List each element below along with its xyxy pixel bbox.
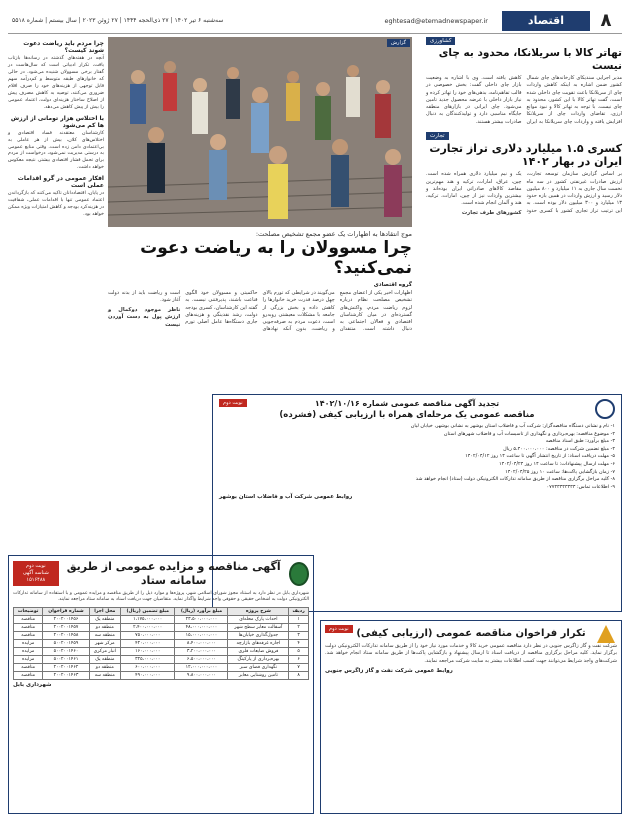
table-cell: احداث پارک محله‌ای <box>228 615 289 623</box>
table-cell: ۳،۲۰۰،۰۰۰،۰۰۰ <box>175 647 228 655</box>
ad-item: ۱- نام و نشانی دستگاه مناقصه‌گزار: شرکت آب و فاضلاب استان بوشهر به نشانی بوشهر، خیابان لیان <box>410 423 615 429</box>
top-area <box>8 37 622 385</box>
feature-subhead: ناظر موجود دوکمال و ارزش پول به دست آوردن نیست <box>108 306 181 328</box>
crowd-photo-graphic <box>108 37 412 227</box>
left-head-1: چرا مردم باید ریاضت دعوت شوند کیست؟ <box>23 40 104 54</box>
column-header: مبلغ تضمین (ریال) <box>120 607 174 615</box>
table-cell: مناقصه <box>14 623 43 631</box>
trade-body <box>426 171 622 217</box>
table-cell: ۱ <box>289 615 309 623</box>
repeat-signature: روابط عمومی شرکت نفت و گاز زاگرس جنوبی <box>325 667 453 674</box>
table-cell: ۵۰۰۲۰۰۱۴۵۹ <box>43 639 89 647</box>
ad-item: ۸- کلیه مراحل برگزاری مناقصه از طریق سامانه تدارکات الکترونیکی دولت (ستاد) انجام خواهد شد <box>415 476 615 483</box>
feature-title[interactable]: چرا مسوولان را به ریاضت دعوت نمی‌کنید؟ <box>140 238 412 278</box>
column-header: شماره فراخوان <box>43 607 89 615</box>
table-cell: ۴ <box>289 639 309 647</box>
main-feature <box>108 230 412 420</box>
table-cell: منطقه سه <box>89 671 120 679</box>
table-cell: ۲۰۰۲۰۰۱۴۵۶ <box>43 615 89 623</box>
rubric-trade: تجارت <box>426 132 449 140</box>
municipality-logo-icon <box>289 562 309 586</box>
left-head-3: افکار عمومی در گرو اقدامات عملی است <box>17 175 104 190</box>
auction-intro: شهرداری بابل در نظر دارد به استناد مجوز شورای اسلامی شهر، پروژه‌ها و موارد ذیل را از طریق مناقصه و مزایده عمومی و با استفاده از سامانه تدارکات الکترونیکی دولت به اشخاص حقیقی و حقوقی واجد شرایط واگذار نماید. متقاضیان جهت دریافت اسناد به سامانه ستاد مراجعه نمایند. <box>13 590 309 603</box>
table-cell: منطقه سه <box>89 631 120 639</box>
table-cell: منطقه یک <box>89 655 120 663</box>
table-row <box>14 631 309 639</box>
left-body-3: در پایان، اقتصاددانان تاکید می‌کنند که بازگرداندن اعتماد عمومی تنها با اقدامات عملی، شفافیت در هزینه‌کرد بودجه و کاهش امتیازات ویژه ممکن خواهد بود. <box>8 191 104 218</box>
ad-item: ۹- اطلاعات تماس: ۰۷۷۳۳۳۳۳۳۳۳ <box>546 483 615 490</box>
table-cell: ۴۲۰،۰۰۰،۰۰۰ <box>120 639 174 647</box>
table-cell: ۳۲۵،۰۰۰،۰۰۰ <box>120 655 174 663</box>
trade-headline[interactable]: کسری ۱.۵ میلیارد دلاری تراز تجارت ایران در بهار ۱۴۰۲ <box>429 141 622 169</box>
auction-ad <box>8 555 314 814</box>
table-row <box>14 615 309 623</box>
table-cell: ۲۰۰۲۰۰۱۴۶۳ <box>43 671 89 679</box>
table-cell: ۹،۸۰۰،۰۰۰،۰۰۰ <box>175 671 228 679</box>
auction-badge-round: نوبت دوم <box>26 563 46 570</box>
table-cell: ۵۰۰۲۰۰۱۴۶۱ <box>43 655 89 663</box>
column-header: توضیحات <box>14 607 43 615</box>
tea-story <box>426 37 622 126</box>
table-cell: ۲۰۰۲۰۰۱۴۵۷ <box>43 623 89 631</box>
table-header-row <box>14 607 309 615</box>
tea-headline[interactable]: تهاتر کالا با سریلانکا، محدود به چای نیست <box>438 47 622 72</box>
feature-kicker: موج انتقادها به اظهارات یک عضو مجمع تشخیص مصلحت: <box>255 230 412 238</box>
table-cell: ۷۵۰،۰۰۰،۰۰۰ <box>120 631 174 639</box>
table-cell: ۲۰۰۲۰۰۱۴۶۲ <box>43 663 89 671</box>
website-address[interactable]: eghtesad@etemadnewspaper.ir <box>384 16 488 25</box>
table-cell: ۷ <box>289 663 309 671</box>
ad-item: ۷- زمان بازگشایی پاکت‌ها: ساعت ۱۰ روز ۱۴۰۲/۰۴/۲۵ <box>505 468 615 475</box>
table-cell: انبار مرکزی <box>89 647 120 655</box>
table-cell: جدول‌گذاری خیابان‌ها <box>228 631 289 639</box>
table-cell: مزایده <box>14 639 43 647</box>
table-cell: ۴۸،۰۰۰،۰۰۰،۰۰۰ <box>175 623 228 631</box>
column-header: ردیف <box>289 607 309 615</box>
table-cell: منطقه دو <box>89 663 120 671</box>
table-cell: ۵۰۰۲۰۰۱۴۶۰ <box>43 647 89 655</box>
auction-header <box>13 560 309 588</box>
auction-table <box>13 607 309 680</box>
table-cell: ۱۵،۰۰۰،۰۰۰،۰۰۰ <box>175 631 228 639</box>
table-cell: منطقه دو <box>89 623 120 631</box>
table-row <box>14 647 309 655</box>
ad-item: ۲- موضوع مناقصه: بهره‌برداری و نگهداری از تاسیسات آب و فاضلاب شهرهای استان <box>443 430 615 437</box>
ad-signature: روابط عمومی شرکت آب و فاضلاب استان بوشهر <box>219 494 353 501</box>
table-cell: مناقصه <box>14 663 43 671</box>
table-cell: ۸ <box>289 671 309 679</box>
auction-badge-id: شناسه آگهی ۱۵۱۶۴۸۸ <box>22 570 49 584</box>
left-body-1: آنچه در هفته‌های گذشته در رسانه‌ها بازتاب یافت، تکرار ادبیاتی است که سال‌هاست در گفتار برخی مسوولان شنیده می‌شود. در حالی که خانوارهای طبقه متوسط و کم‌درآمد سهم قابل توجهی از هزینه‌های خود را صرف اقلام ضروری می‌کنند، توصیه به کاهش مصرف پیش از اصلاح ساختار هزینه‌ای دولت، اعتماد عمومی را بیش از پیش کاهش می‌دهد. <box>8 56 104 110</box>
feature-byline: گروه اقتصادی <box>373 282 412 289</box>
dateline: سه‌شنبه ۶ تیر ۱۴۰۲ | ۲۷ ذی‌الحجه ۱۴۴۴ | ۲۷ ژوئن ۲۰۲۳ | سال بیستم | شماره ۵۵۱۸ <box>12 17 224 24</box>
auction-badge <box>13 561 59 586</box>
photo-tag: گزارش <box>387 39 410 47</box>
table-cell: منطقه یک <box>89 615 120 623</box>
table-cell: مناقصه <box>14 671 43 679</box>
table-cell: مزایده <box>14 655 43 663</box>
left-column <box>8 37 104 577</box>
crowd-photo <box>108 37 412 227</box>
table-cell: ۲۳،۵۰۰،۰۰۰،۰۰۰ <box>175 615 228 623</box>
table-cell: فروش ضایعات فلزی <box>228 647 289 655</box>
trade-subhead: کشورهای طرف تجارت <box>461 209 522 216</box>
table-cell: بهره‌برداری از پارکینگ <box>228 655 289 663</box>
table-row <box>14 655 309 663</box>
table-cell: مناقصه <box>14 631 43 639</box>
repeat-badge: نوبت دوم <box>325 625 353 633</box>
table-cell: نگهداری فضای سبز <box>228 663 289 671</box>
table-cell: ۲،۴۰۰،۰۰۰،۰۰۰ <box>120 623 174 631</box>
section-tab[interactable]: اقتصاد <box>502 11 590 31</box>
table-cell: ۶،۵۰۰،۰۰۰،۰۰۰ <box>175 655 228 663</box>
ad-item: ۵- مهلت دریافت اسناد: از تاریخ انتشار آگهی تا ساعت ۱۴ روز ۱۴۰۲/۰۴/۱۲ <box>465 453 615 460</box>
table-row <box>14 639 309 647</box>
table-cell: ۶ <box>289 655 309 663</box>
trade-body-text: بر اساس گزارش سازمان توسعه تجارت، ارزش صادرات غیرنفتی کشور در سه ماه نخست سال جاری به ۱۱ میلیارد و ۸۰۰ میلیون دلار رسید و ارزش واردات در همین بازه حدود ۱۳ میلیارد و ۳۰۰ میلیون دلار بوده است. به این ترتیب تراز تجاری کشور با کسری حدود یک و نیم میلیارد دلاری همراه شده است. چین، عراق، امارات، ترکیه و هند مهم‌ترین مقاصد کالاهای صادراتی ایران بوده‌اند و بیشترین واردات نیز از چین، امارات، ترکیه، هند و آلمان انجام شده است. <box>426 171 622 214</box>
table-cell: ۵ <box>289 647 309 655</box>
ad-badge: نوبت دوم <box>219 399 247 407</box>
table-cell: ۳ <box>289 631 309 639</box>
page-header <box>8 8 622 34</box>
table-cell: تامین روشنایی معابر <box>228 671 289 679</box>
table-cell: ۱۲،۰۰۰،۰۰۰،۰۰۰ <box>175 663 228 671</box>
table-row <box>14 623 309 631</box>
table-cell: آسفالت معابر سطح شهر <box>228 623 289 631</box>
page-number: ۸ <box>600 10 612 31</box>
table-cell: ۶۰۰،۰۰۰،۰۰۰ <box>120 663 174 671</box>
water-company-logo-icon <box>595 399 615 419</box>
table-cell: ۱۶۰،۰۰۰،۰۰۰ <box>120 647 174 655</box>
repeat-tender-ad <box>320 620 622 814</box>
ad-item: ۶- مهلت ارسال پیشنهادات: تا ساعت ۱۴ روز ۱۴۰۲/۰۴/۲۴ <box>498 460 615 467</box>
table-cell: ۴۹۰،۰۰۰،۰۰۰ <box>120 671 174 679</box>
table-cell: ۸،۴۰۰،۰۰۰،۰۰۰ <box>175 639 228 647</box>
left-body-2: کارشناسان معتقدند فساد اقتصادی و اختلاس‌های کلان، بیش از هر عاملی به بی‌اعتمادی دامن زده است. وقتی منابع عمومی به درستی مدیریت نمی‌شود، درخواست از مردم برای تحمل فشار اقتصادی بیشتر، نتیجه معکوس خواهد داشت. <box>8 130 104 171</box>
ad-title-1: تجدید آگهی مناقصه عمومی شماره ۱۴۰۲/۱۰/۱۶ <box>314 399 500 408</box>
table-cell: مناقصه <box>14 615 43 623</box>
repeat-body: شرکت نفت و گاز زاگرس جنوبی در نظر دارد مناقصه عمومی خرید کالا و خدمات مورد نیاز خود را از طریق سامانه تدارکات الکترونیکی دولت برگزار نماید. کلیه مراحل برگزاری مناقصه از دریافت اسناد تا ارسال پیشنهاد و بازگشایی پاکت‌ها از طریق سامانه ستاد انجام خواهد شد. شرکت‌های واجد شرایط می‌توانند جهت کسب اطلاعات بیشتر به سایت شرکت مراجعه نمایند. <box>325 643 617 664</box>
auction-title: آگهی مناقصه و مزایده عمومی از طریق سامانه ستاد <box>66 560 281 587</box>
ad-item: ۳- مبلغ برآورد: طبق اسناد مناقصه <box>545 438 615 445</box>
feature-body <box>108 290 412 334</box>
feature-body-text: اظهارات اخیر یکی از اعضای مجمع تشخیص مصلحت نظام درباره لزوم ریاضت مردم، واکنش‌های گسترده‌ای در میان کارشناسان اقتصادی و فعالان اجتماعی به دنبال داشته است. منتقدان می‌گویند در شرایطی که تورم بالای چهل درصد قدرت خرید خانوارها را کاهش داده و بخش بزرگی از جامعه با مشکلات معیشتی روبه‌رو است، دعوت مردم به صرفه‌جویی و ریاضت، بدون آنکه نهادهای حاکمیتی و مسوولان خود الگوی قناعت باشند، پذیرفتنی نیست. به گفته این کارشناسان، کسری بودجه دولت، رشد نقدینگی و هزینه‌های جاری دستگاه‌ها عامل اصلی تورم است و ریاضت باید از بدنه دولت آغاز شود. <box>108 290 412 333</box>
ad-item: ۴- مبلغ تضمین شرکت در مناقصه: ۵،۴۰۰،۰۰۰،۰۰۰ ریال <box>503 445 615 452</box>
left-head-2: با اختلاس هزار تومانی از ارزش ها کم می‌شود <box>10 114 104 129</box>
auction-table-body <box>14 615 309 679</box>
ad-title-2: مناقصه عمومی یک مرحله‌ای همراه با ارزیابی کیفی (فشرده) <box>279 410 535 420</box>
column-header: شرح پروژه <box>228 607 289 615</box>
rubric-agriculture: کشاورزی <box>426 37 455 45</box>
tea-body: مدیر اجرایی سندیکای کارخانه‌های چای شمال کشور ضمن اشاره به اینکه کاهش واردات چای از سریلانکا باعث تقویت چای داخلی شده است، گفت تهاتر کالا با این کشور، محدود به چای نیست. با توجه به تهاتر کالا و نبود موانع ارزی، تقاضای واردات چای از سریلانکا افزایش یافته و واردات چای سریلانکا به ایران کاهش یافته است. وی با اشاره به وضعیت بازار چای داخلی گفت: بخش خصوصی در قالب تفاهم‌نامه، بدهی‌های خود را تهاتر کرده و نیاز بازار داخلی با عرضه محصول جدید تامین می‌شود. چای ایرانی در بازارهای منطقه جایگاه مناسبی دارد و تولیدکنندگان به دنبال صادرات بیشتر هستند. <box>426 75 622 125</box>
table-cell: ۲۰۰۲۰۰۱۴۵۸ <box>43 631 89 639</box>
auction-footer: شهرداری بابل <box>13 681 52 688</box>
column-header: محل اجرا <box>89 607 120 615</box>
table-row <box>14 663 309 671</box>
table-cell: مزایده <box>14 647 43 655</box>
table-row <box>14 671 309 679</box>
column-header: مبلغ برآورد (ریال) <box>175 607 228 615</box>
table-cell: ۲ <box>289 623 309 631</box>
ad-item-list <box>219 423 615 491</box>
table-cell: اجاره غرفه‌های بازارچه <box>228 639 289 647</box>
table-cell: مرکز شهر <box>89 639 120 647</box>
table-cell: ۱،۱۷۵،۰۰۰،۰۰۰ <box>120 615 174 623</box>
repeat-title: تکرار فراخوان مناقصه عمومی (ارزیابی کیفی) <box>356 628 586 639</box>
trade-story <box>426 132 622 217</box>
